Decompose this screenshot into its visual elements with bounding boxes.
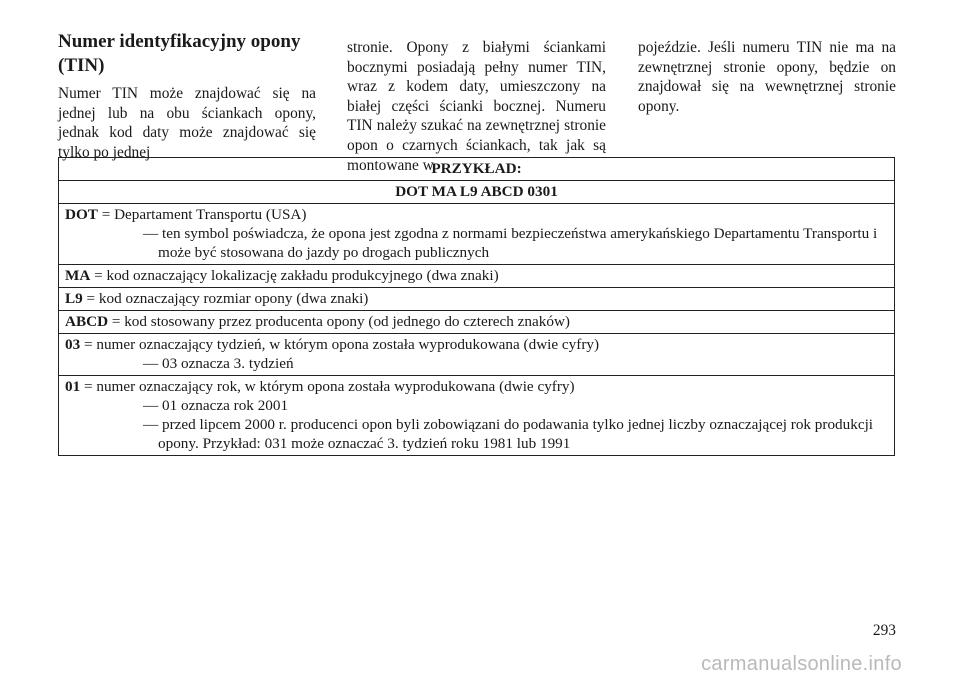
tin-example-code: DOT MA L9 ABCD 0301: [59, 181, 895, 204]
code-definition: [65, 335, 888, 354]
column-1: [58, 30, 316, 162]
intro-paragraph-2: stronie. Opony z białymi ściankami bocznymi posiadają pełny numer TIN, wraz z kodem daty, umieszczony na białej części ścianki bocznej. Numeru TIN należy szukać na zewnętrznej stronie opon o czarnych ściankach, tak jak są montowane w: [347, 39, 606, 174]
page-number: 293: [872, 622, 896, 639]
code-definition: [65, 312, 888, 331]
table-example-row: [59, 181, 895, 204]
table-row: [59, 334, 895, 376]
table-row: [59, 288, 895, 311]
table-cell: [59, 334, 895, 376]
code-term: MA: [65, 267, 91, 284]
column-2: [347, 38, 606, 175]
intro-paragraph-3: pojeździe. Jeśli numeru TIN nie ma na zewnętrznej stronie opony, będzie on znajdował się na wewnętrznej stronie opony.: [638, 39, 896, 115]
section-heading: [58, 30, 316, 78]
code-definition: [65, 289, 888, 308]
code-term: L9: [65, 290, 83, 307]
table-header-row: [59, 158, 895, 181]
intro-paragraph-1: Numer TIN może znajdować się na jednej lub na obu ściankach opony, jednak kod daty może znajdować się tylko po jednej: [58, 85, 316, 161]
watermark: carmanualsonline.info: [701, 653, 902, 675]
code-description: = kod oznaczający lokalizację zakładu produkcyjnego (dwa znaki): [90, 267, 499, 284]
code-definition: [65, 266, 888, 285]
code-term: 03: [65, 336, 81, 353]
code-definition: [65, 377, 888, 396]
code-term: ABCD: [65, 313, 109, 330]
column-3: [638, 38, 896, 116]
code-note: — 01 oznacza rok 2001: [143, 397, 289, 414]
code-description: = kod stosowany przez producenta opony (od jednego do czterech znaków): [108, 313, 570, 330]
code-term: 01: [65, 378, 81, 395]
table-cell: [59, 376, 895, 456]
code-note: — 03 oznacza 3. tydzień: [143, 355, 294, 372]
table-cell: [59, 288, 895, 311]
table-cell: [59, 311, 895, 334]
table-row: [59, 265, 895, 288]
tin-example-table: [58, 157, 895, 456]
heading-line-2: (TIN): [58, 55, 105, 76]
heading-line-1: Numer identyfikacyjny opony: [58, 31, 301, 52]
code-note: — przed lipcem 2000 r. producenci opon byli zobowiązani do podawania tylko jednej liczby oznaczającej rok produkcji opony. Przykład: 031 może oznaczać 3. tydzień roku 1981 lub 1991: [143, 416, 874, 452]
code-note: — ten symbol poświadcza, że opona jest zgodna z normami bezpieczeństwa amerykańskiego Departamentu Transportu i może być stosowana do jazdy po drogach publicznych: [143, 225, 878, 261]
table-row: [59, 204, 895, 265]
code-description: = Departament Transportu (USA): [97, 206, 307, 223]
code-description: = numer oznaczający rok, w którym opona została wyprodukowana (dwie cyfry): [80, 378, 575, 395]
code-definition: [65, 205, 888, 224]
code-description: = numer oznaczający tydzień, w którym opona została wyprodukowana (dwie cyfry): [80, 336, 600, 353]
table-row: [59, 311, 895, 334]
table-row: [59, 376, 895, 456]
table-header: PRZYKŁAD:: [59, 158, 895, 181]
code-description: = kod oznaczający rozmiar opony (dwa znaki): [82, 290, 369, 307]
table-cell: [59, 204, 895, 265]
code-term: DOT: [65, 206, 98, 223]
table-cell: [59, 265, 895, 288]
